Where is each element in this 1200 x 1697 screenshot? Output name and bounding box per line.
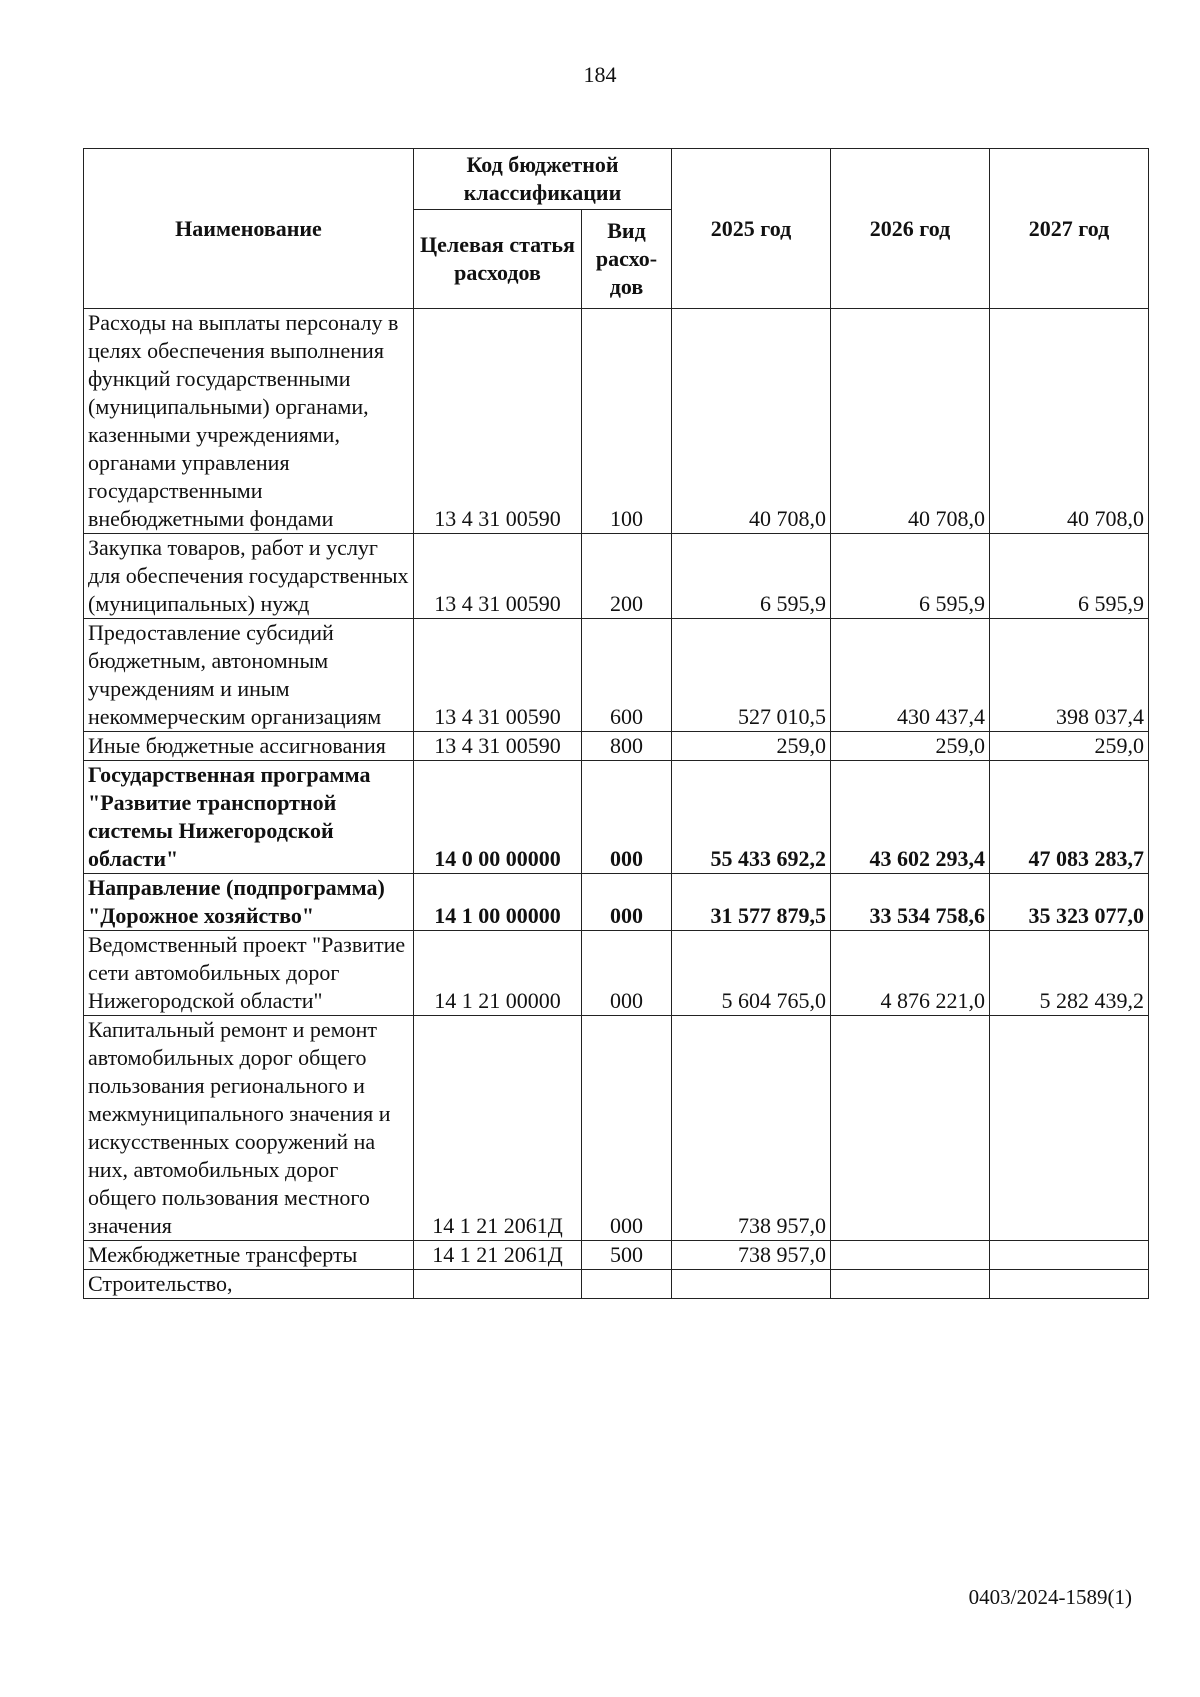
table-row bbox=[84, 761, 1149, 874]
cell-2027: 259,0 bbox=[990, 732, 1149, 761]
cell-2026 bbox=[831, 1016, 990, 1241]
cell-2026: 259,0 bbox=[831, 732, 990, 761]
table-header bbox=[84, 149, 1149, 309]
cell-expense-kind: 800 bbox=[582, 732, 672, 761]
cell-name: Межбюджетные трансферты bbox=[84, 1241, 414, 1270]
cell-expense-kind: 500 bbox=[582, 1241, 672, 1270]
cell-2026: 4 876 221,0 bbox=[831, 931, 990, 1016]
cell-target-article: 13 4 31 00590 bbox=[414, 309, 582, 534]
table-row bbox=[84, 619, 1149, 732]
header-target-article: Целевая статья расходов bbox=[414, 210, 582, 309]
cell-2026: 40 708,0 bbox=[831, 309, 990, 534]
cell-2025: 738 957,0 bbox=[672, 1016, 831, 1241]
cell-2025: 55 433 692,2 bbox=[672, 761, 831, 874]
cell-2025: 259,0 bbox=[672, 732, 831, 761]
cell-2027: 398 037,4 bbox=[990, 619, 1149, 732]
table-body bbox=[84, 309, 1149, 1299]
cell-2025: 527 010,5 bbox=[672, 619, 831, 732]
cell-2027 bbox=[990, 1016, 1149, 1241]
cell-target-article: 14 1 21 2061Д bbox=[414, 1016, 582, 1241]
header-classification-group: Код бюджетной классификации bbox=[414, 149, 672, 210]
table-row bbox=[84, 1270, 1149, 1299]
cell-expense-kind: 600 bbox=[582, 619, 672, 732]
table-row bbox=[84, 1016, 1149, 1241]
header-expense-kind: Вид расхо-дов bbox=[582, 210, 672, 309]
cell-expense-kind: 200 bbox=[582, 534, 672, 619]
cell-2025: 5 604 765,0 bbox=[672, 931, 831, 1016]
header-year-2026: 2026 год bbox=[831, 149, 990, 309]
cell-2027 bbox=[990, 1270, 1149, 1299]
cell-target-article: 14 1 00 00000 bbox=[414, 874, 582, 931]
cell-name: Предоставление субсидий бюджетным, автономным учреждениям и иным некоммерческим организациям bbox=[84, 619, 414, 732]
header-year-2027: 2027 год bbox=[990, 149, 1149, 309]
cell-2027: 40 708,0 bbox=[990, 309, 1149, 534]
cell-2026: 6 595,9 bbox=[831, 534, 990, 619]
cell-name: Закупка товаров, работ и услуг для обеспечения государственных (муниципальных) нужд bbox=[84, 534, 414, 619]
cell-2025 bbox=[672, 1270, 831, 1299]
page-number: 184 bbox=[583, 62, 617, 87]
cell-2027: 5 282 439,2 bbox=[990, 931, 1149, 1016]
cell-2025: 6 595,9 bbox=[672, 534, 831, 619]
cell-2027: 47 083 283,7 bbox=[990, 761, 1149, 874]
cell-2027: 6 595,9 bbox=[990, 534, 1149, 619]
cell-name: Иные бюджетные ассигнования bbox=[84, 732, 414, 761]
cell-2025: 738 957,0 bbox=[672, 1241, 831, 1270]
table-row bbox=[84, 931, 1149, 1016]
cell-target-article: 13 4 31 00590 bbox=[414, 534, 582, 619]
header-name: Наименование bbox=[84, 149, 414, 309]
cell-name: Направление (подпрограмма) "Дорожное хозяйство" bbox=[84, 874, 414, 931]
table-row bbox=[84, 1241, 1149, 1270]
cell-name: Расходы на выплаты персоналу в целях обеспечения выполнения функций государственными (муниципальными) органами, казенными учреждениями, органами управления государственными внебюджетными фондами bbox=[84, 309, 414, 534]
table-row bbox=[84, 309, 1149, 534]
cell-target-article: 14 1 21 2061Д bbox=[414, 1241, 582, 1270]
cell-expense-kind: 000 bbox=[582, 874, 672, 931]
cell-name: Ведомственный проект "Развитие сети автомобильных дорог Нижегородской области" bbox=[84, 931, 414, 1016]
cell-2026: 430 437,4 bbox=[831, 619, 990, 732]
cell-target-article: 13 4 31 00590 bbox=[414, 619, 582, 732]
cell-2026: 33 534 758,6 bbox=[831, 874, 990, 931]
cell-expense-kind: 100 bbox=[582, 309, 672, 534]
cell-name: Государственная программа "Развитие транспортной системы Нижегородской области" bbox=[84, 761, 414, 874]
cell-2026: 43 602 293,4 bbox=[831, 761, 990, 874]
cell-2026 bbox=[831, 1241, 990, 1270]
cell-2027: 35 323 077,0 bbox=[990, 874, 1149, 931]
cell-expense-kind: 000 bbox=[582, 1016, 672, 1241]
document-code: 0403/2024-1589(1) bbox=[968, 1585, 1132, 1609]
cell-2025: 40 708,0 bbox=[672, 309, 831, 534]
cell-target-article: 14 1 21 00000 bbox=[414, 931, 582, 1016]
cell-2027 bbox=[990, 1241, 1149, 1270]
cell-expense-kind: 000 bbox=[582, 931, 672, 1016]
table-row bbox=[84, 874, 1149, 931]
cell-target-article: 13 4 31 00590 bbox=[414, 732, 582, 761]
cell-name: Капитальный ремонт и ремонт автомобильных дорог общего пользования регионального и межмуниципального значения и искусственных сооружений на них, автомобильных дорог общего пользования местного значения bbox=[84, 1016, 414, 1241]
cell-name: Строительство, bbox=[84, 1270, 414, 1299]
cell-target-article: 14 0 00 00000 bbox=[414, 761, 582, 874]
budget-table bbox=[83, 148, 1149, 1299]
table-row bbox=[84, 534, 1149, 619]
header-year-2025: 2025 год bbox=[672, 149, 831, 309]
table-row bbox=[84, 732, 1149, 761]
cell-target-article bbox=[414, 1270, 582, 1299]
cell-2026 bbox=[831, 1270, 990, 1299]
cell-expense-kind bbox=[582, 1270, 672, 1299]
cell-2025: 31 577 879,5 bbox=[672, 874, 831, 931]
cell-expense-kind: 000 bbox=[582, 761, 672, 874]
